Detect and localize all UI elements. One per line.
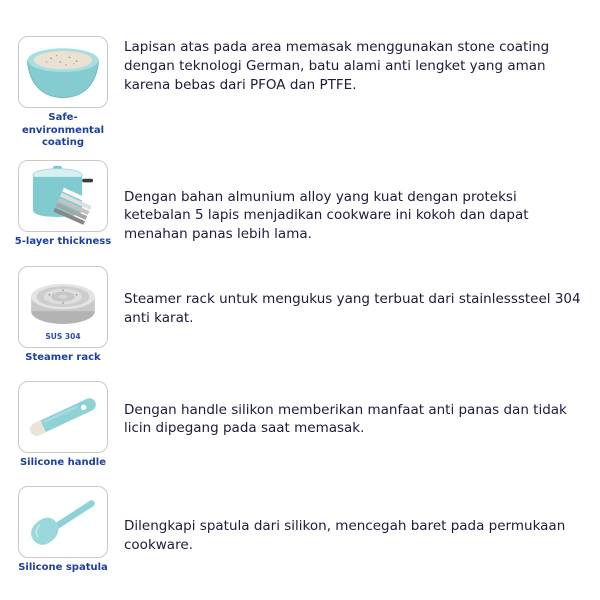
silicone-spatula-image: [18, 486, 108, 558]
feature-row-silicone-spatula: [14, 486, 590, 575]
feature-row-steamer-rack: [14, 266, 590, 365]
silicone-handle-image: [18, 381, 108, 453]
stone-coated-pot-image: [18, 36, 108, 108]
feature-thumb-column: [14, 486, 112, 575]
steel-grade-badge: SUS 304: [45, 331, 81, 341]
steamer-rack-image: [18, 266, 108, 348]
feature-thumb-column: [14, 160, 112, 249]
silicone-spatula-icon: [22, 490, 104, 554]
feature-thumb-column: [14, 266, 112, 365]
feature-caption: Silicone spatula: [18, 562, 108, 573]
five-layer-pot-image: [18, 160, 108, 232]
feature-thumb-column: [14, 36, 112, 150]
feature-row-stone-coating: [14, 36, 590, 150]
feature-caption: Safe-environmental coating: [21, 112, 105, 148]
feature-thumb-column: [14, 381, 112, 470]
silicone-handle-icon: [22, 385, 104, 449]
feature-description: Dilengkapi spatula dari silikon, mencegah baret pada permukaan cookware.: [124, 518, 566, 553]
feature-description: Steamer rack untuk mengukus yang terbuat dari stainlesssteel 304 anti karat.: [124, 291, 581, 326]
feature-caption: 5-layer thickness: [14, 235, 112, 247]
feature-description: Dengan bahan almunium alloy yang kuat dengan proteksi ketebalan 5 lapis menjadikan cookware ini kokoh dan dapat menahan panas lebih lama.: [124, 188, 529, 243]
feature-description: Lapisan atas pada area memasak menggunakan stone coating dengan teknologi German, batu alami anti lengket yang aman karena bebas dari PFOA dan PTFE.: [124, 39, 550, 93]
feature-description: Dengan handle silikon memberikan manfaat anti panas dan tidak licin dipegang pada saat memasak.: [124, 401, 567, 437]
stone-coated-pot-icon: [22, 40, 104, 104]
feature-row-silicone-handle: [14, 381, 590, 470]
feature-caption: Steamer rack: [25, 352, 101, 363]
steamer-rack-icon: [22, 274, 104, 332]
feature-row-5-layer: [14, 160, 590, 249]
five-layer-pot-icon: [22, 164, 104, 228]
feature-caption: Silicone handle: [19, 456, 107, 468]
